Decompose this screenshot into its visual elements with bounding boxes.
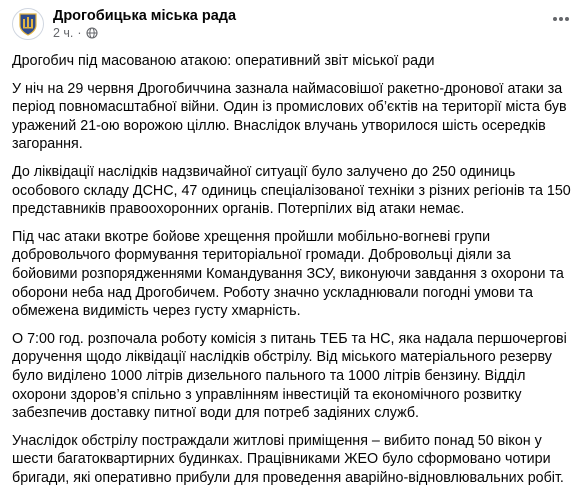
- post-paragraph: У ніч на 29 червня Дрогобиччина зазнала наймасовішої ракетно-дронової атаки за період повномасштабної війни. Один із промислових об’єктів на території міста був уражений 21-ою ворожою ціллю. Внаслідок влучань утворилося шість осередків загорання.: [12, 80, 567, 153]
- post-paragraph: До ліквідації наслідків надзвичайної ситуації було залучено до 250 одиниць особового складу ДСНС, 47 одиниць спеціалізованої техніки з різних регіонів та 150 представників правоохоронних органів. Потерпілих від атаки немає.: [12, 163, 571, 218]
- post-body: [12, 52, 574, 487]
- page-name-link[interactable]: Дрогобицька міська рада: [53, 8, 237, 24]
- page-avatar[interactable]: [12, 8, 44, 40]
- post-paragraph: Унаслідок обстрілу постраждали житлові приміщення – вибито понад 50 вікон у шести багатоквартирних будинках. Працівниками ЖЕО було сформовано чотири бригади, які оперативно прибули для проведення аварійно-відновлювальних робіт.: [12, 432, 564, 486]
- post-meta: [53, 7, 236, 41]
- post-header: [12, 7, 574, 45]
- post-paragraph: О 7:00 год. розпочала роботу комісія з питань ТЕБ та НС, яка надала першочергові доручення щодо ліквідації наслідків обстрілу. Від міського матеріального резерву було виділено 1000 літрів дизельного пального та 1000 літрів бензину. Відділ охорони здоров’я спільно з управлінням інвестицій та економічного розвитку забезпечив доставку питної води для потреб задіяних служб.: [12, 330, 567, 422]
- post-subline: [53, 25, 236, 41]
- separator-dot: ·: [77, 26, 82, 40]
- post-timestamp[interactable]: 2 ч.: [53, 26, 74, 40]
- post-paragraph: Під час атаки вкотре бойове хрещення пройшли мобільно-вогневі групи добровольчого формування територіальної громади. Добровольці діяли за бойовими розпорядженнями Командування ЗСУ, виконуючи завдання з охорони та оборони неба над Дрогобичем. Роботу значно ускладнювали погодні умови та обмежена видимість через густу хмарність.: [12, 228, 564, 320]
- more-options-icon[interactable]: [548, 9, 574, 29]
- globe-icon[interactable]: [86, 27, 98, 39]
- city-coat-of-arms-icon: [18, 12, 38, 36]
- post-title: Дрогобич під масованою атакою: оперативний звіт міської ради: [12, 53, 435, 69]
